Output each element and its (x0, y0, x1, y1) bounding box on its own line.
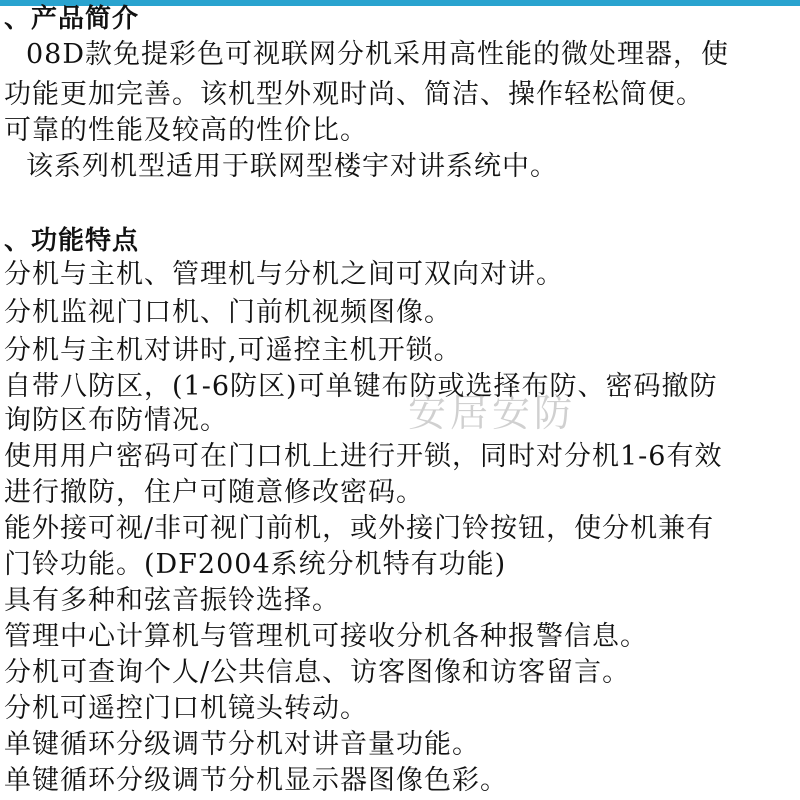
paragraph-line: 该系列机型适用于联网型楼宇对讲系统中。 (26, 151, 558, 182)
feature-line: 具有多种和弦音振铃选择。 (4, 585, 340, 616)
paragraph-line: 功能更加完善。该机型外观时尚、简洁、操作轻松简便。 (4, 79, 704, 110)
feature-line: 询防区布防情况。 (4, 405, 228, 436)
section-heading-features: 、功能特点 (4, 226, 140, 256)
feature-line: 分机与主机、管理机与分机之间可双向对讲。 (4, 259, 564, 290)
feature-line: 自带八防区，(1-6防区)可单键布防或选择布防、密码撤防 (4, 371, 718, 402)
paragraph-line: 08D款免提彩色可视联网分机采用高性能的微处理器，使 (26, 39, 730, 70)
feature-line: 单键循环分级调节分机对讲音量功能。 (4, 729, 480, 760)
section-heading-product-intro: 、产品简介 (4, 4, 140, 34)
watermark-text: 安居安防 (408, 391, 577, 435)
feature-line: 分机可遥控门口机镜头转动。 (4, 693, 368, 724)
feature-line: 进行撤防，住户可随意修改密码。 (4, 477, 424, 508)
feature-line: 分机监视门口机、门前机视频图像。 (4, 297, 452, 328)
feature-line: 单键循环分级调节分机显示器图像色彩。 (4, 765, 508, 796)
paragraph-line: 可靠的性能及较高的性价比。 (4, 115, 368, 146)
feature-line: 能外接可视/非可视门前机，或外接门铃按钮，使分机兼有 (4, 513, 715, 544)
feature-line: 分机可查询个人/公共信息、访客图像和访客留言。 (4, 657, 631, 688)
feature-line: 管理中心计算机与管理机可接收分机各种报警信息。 (4, 621, 648, 652)
feature-line: 使用用户密码可在门口机上进行开锁，同时对分机1-6有效 (4, 441, 723, 472)
feature-line: 分机与主机对讲时,可遥控主机开锁。 (4, 335, 462, 366)
feature-line: 门铃功能。(DF2004系统分机特有功能) (4, 549, 507, 580)
